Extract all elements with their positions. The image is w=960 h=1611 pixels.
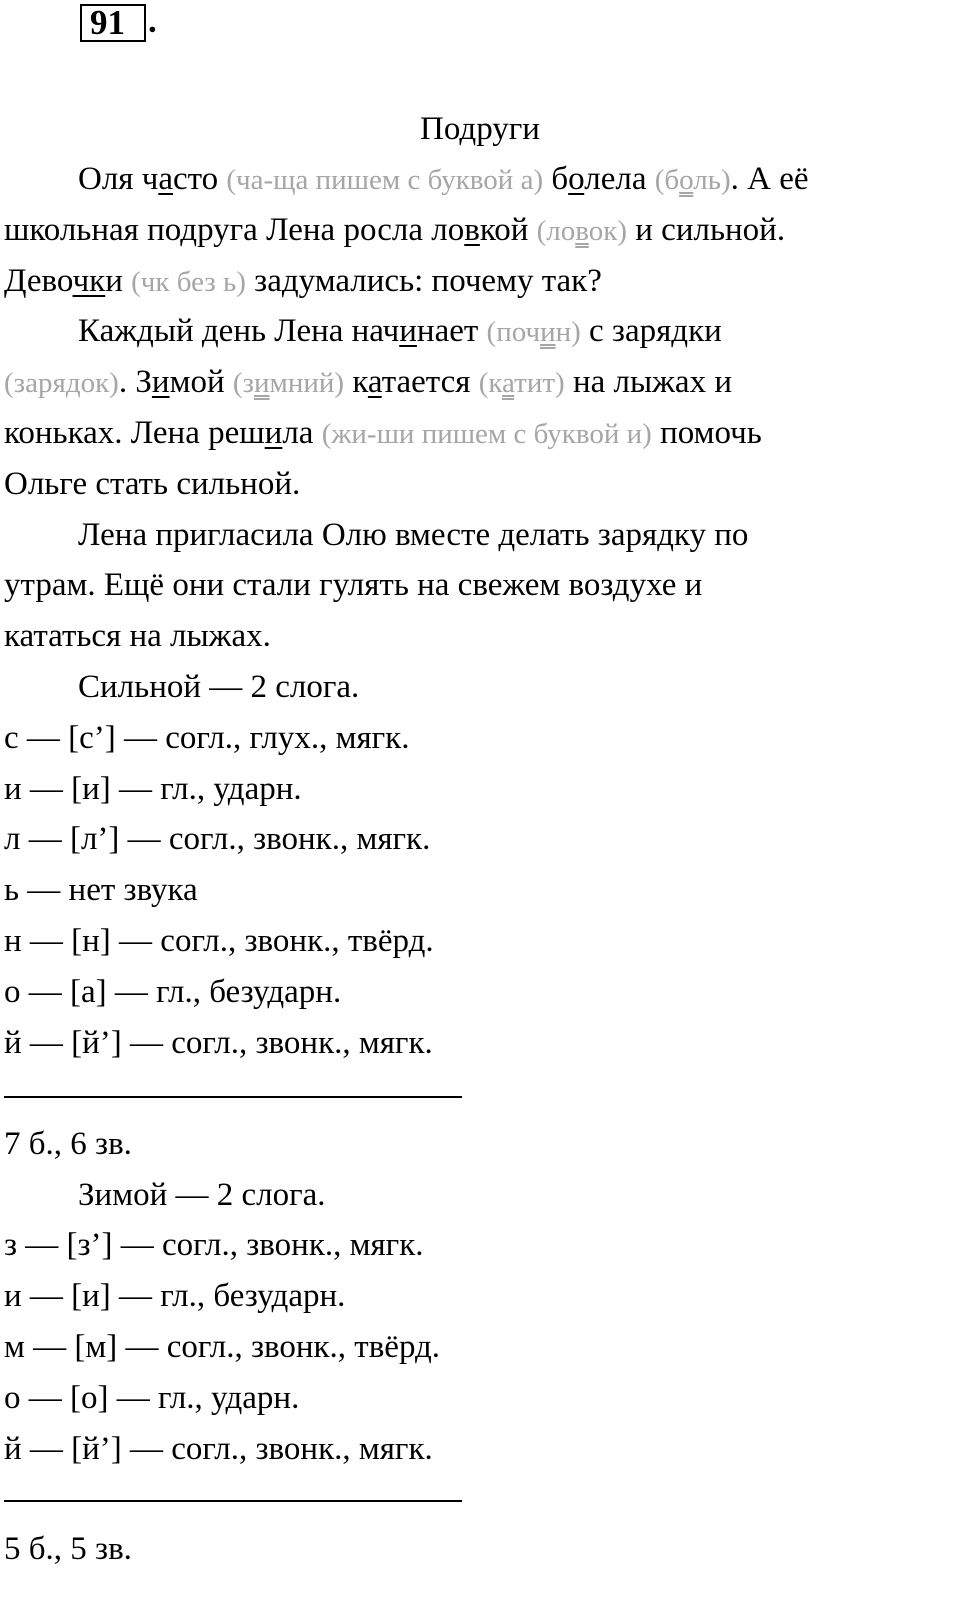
text-line: утрам. Ещё они стали гулять на свежем воздухе и	[4, 567, 703, 603]
sound-line: с — [с’] — согл., глух., мягк.	[4, 720, 410, 756]
divider	[4, 1096, 462, 1098]
hint: (боль)	[654, 164, 731, 196]
exercise-number: 91	[80, 4, 146, 42]
exercise-number-dot: .	[148, 1, 157, 40]
sound-line: о — [о] — гл., ударн.	[4, 1380, 300, 1416]
sound-line: з — [з’] — согл., звонк., мягк.	[4, 1227, 424, 1263]
hint: (почин)	[486, 316, 581, 348]
text-line: коньках. Лена решила (жи-ши пишем с буквой и) помочь	[4, 415, 762, 451]
text-line: Оля часто (ча-ща пишем с буквой а) болела (боль). А её	[78, 161, 809, 197]
hint: (чк без ь)	[131, 266, 246, 298]
hint: (катит)	[478, 367, 565, 399]
sound-line: о — [а] — гл., безударн.	[4, 974, 342, 1010]
sound-line: н — [н] — согл., звонк., твёрд.	[4, 923, 434, 959]
hint: (зарядок)	[4, 367, 119, 399]
text-line: Лена пригласила Олю вместе делать зарядку по	[78, 517, 749, 553]
analysis-heading: Сильной — 2 слога.	[78, 669, 360, 705]
sound-line: ь — нет звука	[4, 872, 198, 908]
hint: (ловок)	[536, 215, 628, 247]
text-line: кататься на лыжах.	[4, 618, 271, 654]
divider	[4, 1500, 462, 1502]
sound-line: й — [й’] — согл., звонк., мягк.	[4, 1431, 433, 1467]
text-line: (зарядок). Зимой (зимний) катается (катит) на лыжах и	[4, 364, 732, 400]
sound-line: л — [л’] — согл., звонк., мягк.	[4, 821, 431, 857]
text-line: Девочки (чк без ь) задумались: почему так?	[4, 263, 602, 299]
sound-line: и — [и] — гл., безударн.	[4, 1278, 346, 1314]
text-line: Каждый день Лена начинает (почин) с зарядки	[78, 313, 722, 349]
text-title: Подруги	[420, 111, 540, 147]
hint: (зимний)	[232, 367, 345, 399]
sound-line: м — [м] — согл., звонк., твёрд.	[4, 1329, 441, 1365]
sound-line: й — [й’] — согл., звонк., мягк.	[4, 1025, 433, 1061]
analysis-heading: Зимой — 2 слога.	[78, 1177, 326, 1213]
hint: (жи-ши пишем с буквой и)	[321, 418, 652, 450]
text-line: Ольге стать сильной.	[4, 466, 301, 502]
text-line: школьная подруга Лена росла ловкой (ловок) и сильной.	[4, 212, 786, 248]
letter-sound-total: 7 б., 6 зв.	[4, 1126, 132, 1162]
letter-sound-total: 5 б., 5 зв.	[4, 1531, 132, 1567]
sound-line: и — [и] — гл., ударн.	[4, 771, 302, 807]
hint: (ча-ща пишем с буквой а)	[226, 164, 544, 196]
